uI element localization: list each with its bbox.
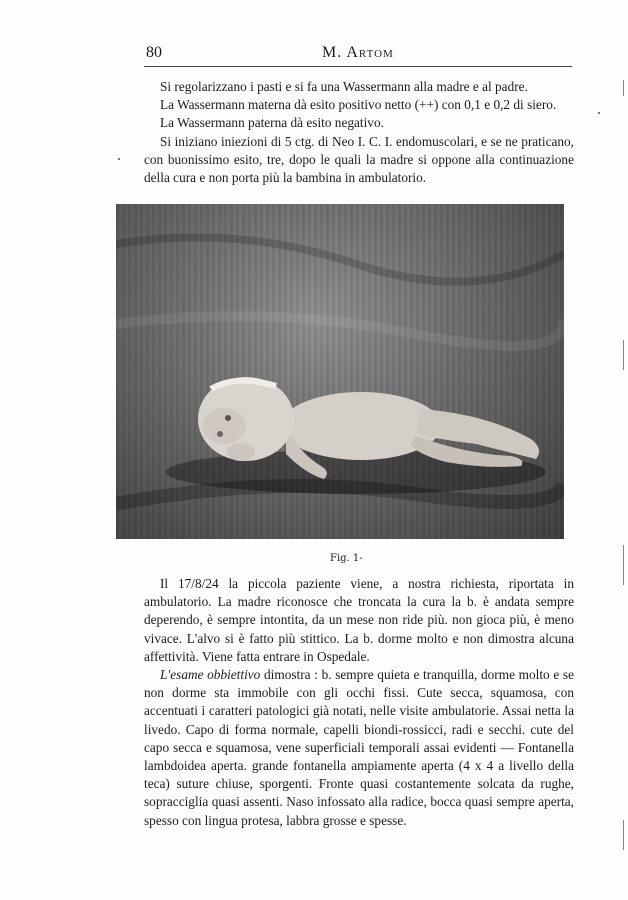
scan-edge-mark: [623, 820, 624, 850]
paragraph-body: dimostra : b. sempre quieta e tranquilla, dorme molto e se non dorme sta immobile con gli occhi fissi. Cute secca, squamosa, con accentuati i caratteri patologici già notati, nelle visite ambulatorie. Assai netta la livedo. Capo di forma normale, capelli biondi-rossicci, radi e secchi. cute del capo secca e squamosa, vene superficiali temporali assai evidenti — Fontanella lambdoidea aperta. grande fontanella ampiamente aperta (4 x 4 a livello della teca) suture chiuse, sporgenti. Fronte quasi costantemente solcata da rughe, sopracciglia quasi assenti. Naso infossato alla radice, bocca quasi sempre aperta, spesso con lingua protesa, labbra grosse e spesse.: [144, 667, 575, 828]
infant-photograph: [116, 204, 564, 539]
running-head: M. Artom: [322, 44, 394, 61]
top-text-block: [144, 78, 574, 187]
bottom-text-block: [144, 575, 574, 830]
scan-edge-mark: [623, 80, 624, 96]
scan-dust: [118, 158, 120, 160]
scan-edge-mark: [623, 340, 624, 370]
paragraph: La Wassermann materna dà esito positivo netto (++) con 0,1 e 0,2 di siero.: [160, 97, 557, 113]
scan-dust: [598, 112, 600, 114]
paragraph: Il 17/8/24 la piccola paziente viene, a nostra richiesta, riportata in ambulatorio. La madre riconosce che troncata la cura la b. è andata sempre deperendo, è sempre intontita, da un mese non ride più. non gioca più, è meno vivace. L'alvo si è fatto più stittico. La b. dorme molto e non dimostra alcuna affettività. Viene fatta entrare in Ospedale.: [144, 576, 574, 664]
paragraph: Si regolarizzano i pasti e si fa una Wassermann alla madre e al padre.: [160, 79, 528, 94]
emphasis-text: L'esame obbiettivo: [160, 667, 261, 683]
header-rule: [144, 66, 572, 67]
scan-edge-mark: [623, 545, 624, 585]
infant-photo-illustration: [116, 204, 564, 539]
figure-caption: Fig. 1-: [330, 553, 363, 564]
paragraph: Si iniziano iniezioni di 5 ctg. di Neo I. C. I. endomuscolari, e se ne praticano, con buonissimo esito, tre, dopo le quali la madre si oppone alla continuazione della cura e non porta più la bambina in ambulatorio.: [144, 133, 574, 186]
paragraph: [144, 666, 574, 830]
page-number: 80: [146, 44, 162, 61]
paragraph: La Wassermann paterna dà esito negativo.: [160, 115, 384, 131]
